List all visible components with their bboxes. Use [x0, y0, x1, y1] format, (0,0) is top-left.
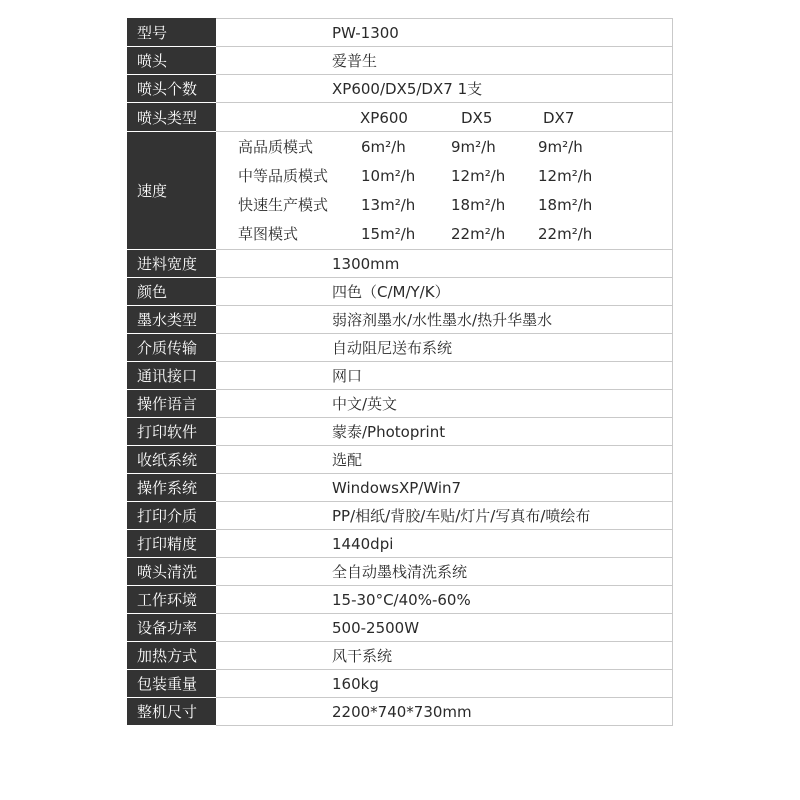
- spec-row: [128, 334, 673, 362]
- spec-row: [128, 642, 673, 670]
- spec-key: 收纸系统: [128, 446, 216, 474]
- spec-key: 打印介质: [128, 502, 216, 530]
- spec-value: 1440dpi: [216, 530, 673, 558]
- spec-value: 风干系统: [216, 642, 673, 670]
- spec-value: 弱溶剂墨水/水性墨水/热升华墨水: [216, 306, 673, 334]
- spec-key: 喷头类型: [128, 103, 216, 132]
- spec-row-head-types: [128, 103, 673, 132]
- head-type-xp600: XP600: [360, 109, 408, 127]
- spec-value: 160kg: [216, 670, 673, 698]
- spec-rows-bottom: [128, 250, 673, 726]
- speed-mode: 高品质模式: [238, 138, 314, 156]
- spec-value: 自动阻尼送布系统: [216, 334, 673, 362]
- spec-row: [128, 362, 673, 390]
- spec-value: 500-2500W: [216, 614, 673, 642]
- spec-key: 包装重量: [128, 670, 216, 698]
- spec-row: [128, 474, 673, 502]
- spec-key: 进料宽度: [128, 250, 216, 278]
- spec-key: 型号: [128, 19, 216, 47]
- spec-row: [128, 250, 673, 278]
- speed-mode: 中等品质模式: [238, 167, 329, 185]
- spec-key: 喷头个数: [128, 75, 216, 103]
- speed-xp600: 15m²/h: [361, 224, 416, 243]
- spec-row: [128, 670, 673, 698]
- speed-dx5: 12m²/h: [451, 166, 506, 185]
- spec-key: 速度: [128, 132, 216, 250]
- spec-table: [127, 18, 673, 726]
- spec-row: [128, 698, 673, 726]
- speed-dx5: 22m²/h: [451, 224, 506, 243]
- spec-value: 全自动墨栈清洗系统: [216, 558, 673, 586]
- head-types-cell: [216, 103, 673, 132]
- spec-key: 介质传输: [128, 334, 216, 362]
- spec-key: 墨水类型: [128, 306, 216, 334]
- speed-xp600: 6m²/h: [361, 137, 406, 156]
- spec-key: 设备功率: [128, 614, 216, 642]
- speed-mode: 草图模式: [238, 225, 299, 243]
- speed-mode: 快速生产模式: [238, 196, 329, 214]
- spec-row: [128, 558, 673, 586]
- spec-value: 15-30°C/40%-60%: [216, 586, 673, 614]
- speed-xp600: 13m²/h: [361, 195, 416, 214]
- speed-row: [216, 132, 672, 161]
- spec-key: 操作系统: [128, 474, 216, 502]
- spec-value: WindowsXP/Win7: [216, 474, 673, 502]
- spec-row: [128, 446, 673, 474]
- speed-cell: [216, 132, 673, 250]
- speed-row: [216, 219, 672, 248]
- speed-dx7: 22m²/h: [538, 224, 593, 243]
- spec-value: PW-1300: [216, 19, 673, 47]
- spec-value: 选配: [216, 446, 673, 474]
- spec-row-speed: [128, 132, 673, 250]
- spec-row: [128, 306, 673, 334]
- spec-key: 喷头清洗: [128, 558, 216, 586]
- spec-row: [128, 502, 673, 530]
- spec-key: 加热方式: [128, 642, 216, 670]
- speed-dx5: 9m²/h: [451, 137, 496, 156]
- spec-row: [128, 418, 673, 446]
- spec-row-head-count: [128, 75, 673, 103]
- head-type-dx5: DX5: [461, 109, 493, 127]
- speed-dx5: 18m²/h: [451, 195, 506, 214]
- speed-row: [216, 190, 672, 219]
- speed-row: [216, 161, 672, 190]
- spec-key: 通讯接口: [128, 362, 216, 390]
- spec-value: 蒙泰/Photoprint: [216, 418, 673, 446]
- spec-value: XP600/DX5/DX7 1支: [216, 75, 673, 103]
- spec-key: 打印精度: [128, 530, 216, 558]
- spec-key: 整机尺寸: [128, 698, 216, 726]
- speed-dx7: 9m²/h: [538, 137, 583, 156]
- spec-value: 四色（C/M/Y/K）: [216, 278, 673, 306]
- speed-dx7: 12m²/h: [538, 166, 593, 185]
- spec-value: 2200*740*730mm: [216, 698, 673, 726]
- spec-value: 网口: [216, 362, 673, 390]
- spec-key: 工作环境: [128, 586, 216, 614]
- spec-key: 操作语言: [128, 390, 216, 418]
- spec-value: 1300mm: [216, 250, 673, 278]
- speed-xp600: 10m²/h: [361, 166, 416, 185]
- spec-row: [128, 586, 673, 614]
- spec-row: [128, 278, 673, 306]
- spec-value: PP/相纸/背胶/车贴/灯片/写真布/喷绘布: [216, 502, 673, 530]
- spec-key: 颜色: [128, 278, 216, 306]
- spec-key: 喷头: [128, 47, 216, 75]
- spec-row: [128, 614, 673, 642]
- speed-grid: [216, 132, 672, 248]
- spec-row: [128, 530, 673, 558]
- spec-key: 打印软件: [128, 418, 216, 446]
- spec-row-model: [128, 19, 673, 47]
- head-type-dx7: DX7: [543, 109, 575, 127]
- spec-value: 中文/英文: [216, 390, 673, 418]
- spec-row-head: [128, 47, 673, 75]
- speed-dx7: 18m²/h: [538, 195, 593, 214]
- spec-row: [128, 390, 673, 418]
- spec-value: 爱普生: [216, 47, 673, 75]
